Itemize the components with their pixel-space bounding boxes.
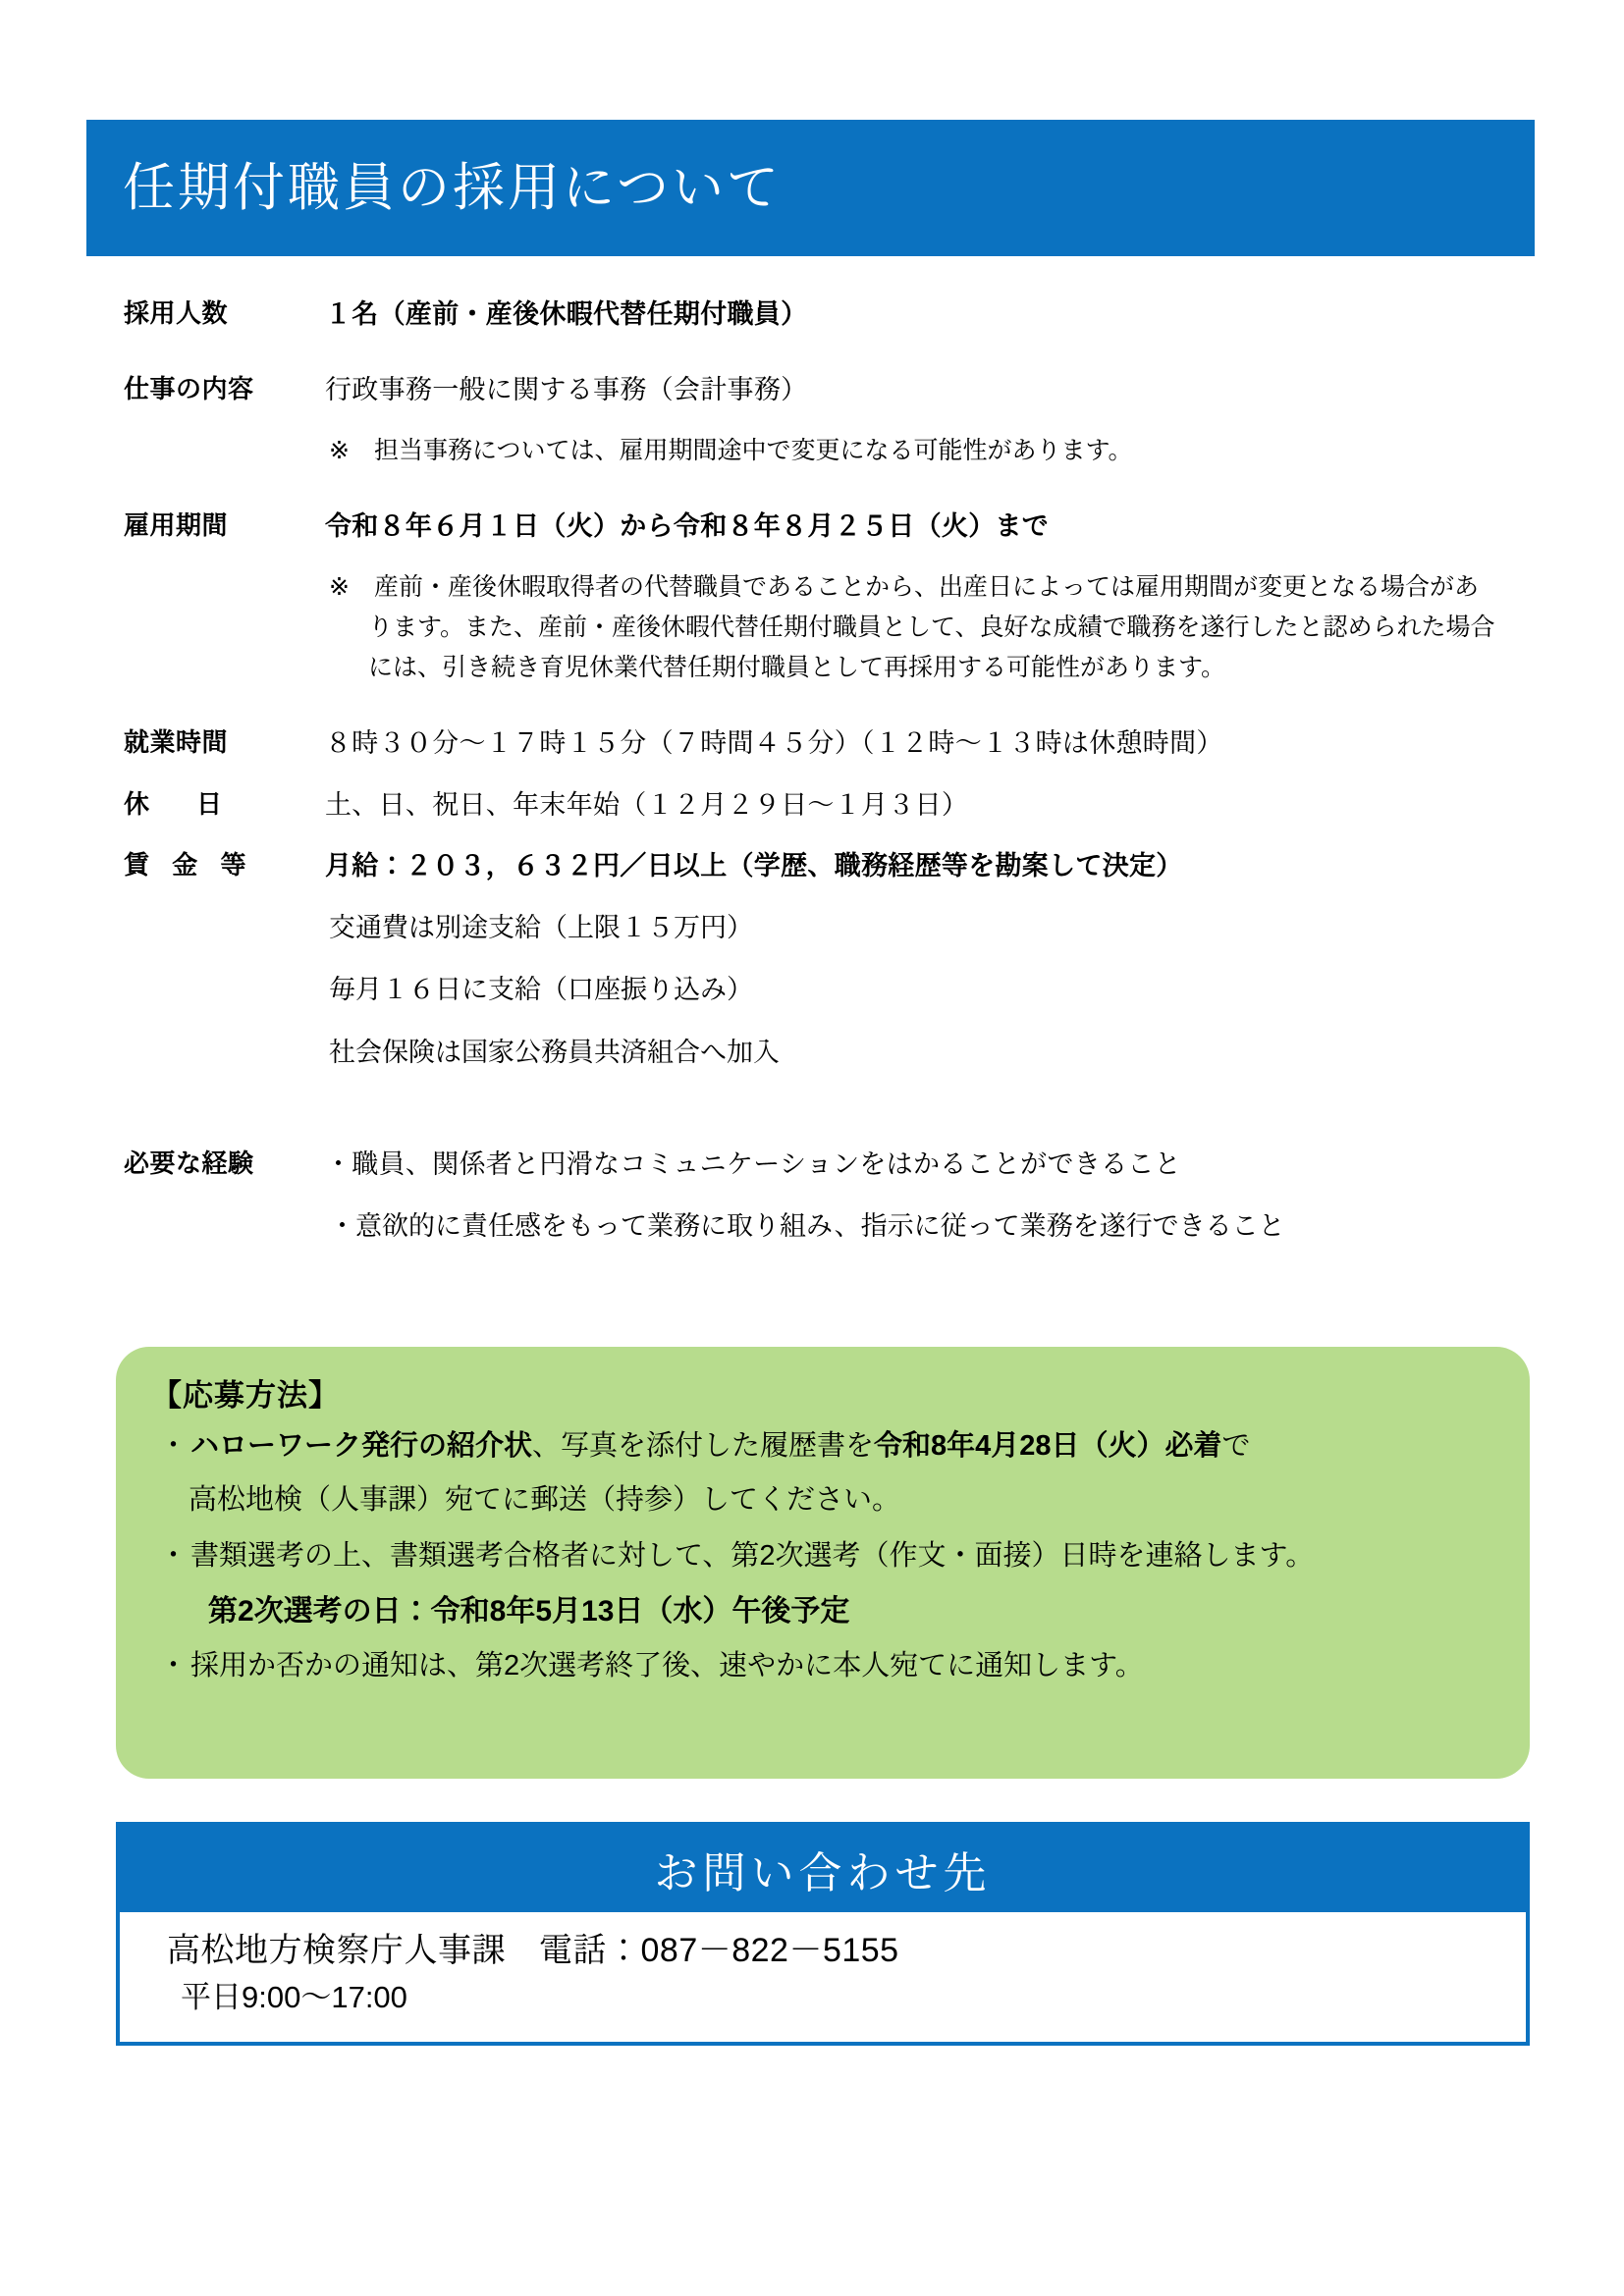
application-method-title: 【応募方法】 [151, 1378, 340, 1413]
spacer [0, 948, 1624, 970]
label-holidays-char2: 日 [196, 788, 223, 819]
application-item-1-seg1: ハローワーク発行の紹介状 [190, 1430, 533, 1462]
bullet-icon: ・ [159, 1540, 189, 1573]
application-item-1 [149, 1426, 1496, 1467]
application-item-2 [149, 1536, 1496, 1576]
contact-hours: 平日9:00〜17:00 [181, 1980, 407, 2014]
row-job-content [0, 370, 1624, 410]
contact-body [120, 1912, 1526, 2042]
note-job-content: ※ 担当事務については、雇用期間途中で変更になる可能性があります。 [329, 437, 1133, 464]
label-job-content: 仕事の内容 [124, 373, 254, 403]
application-method-box [116, 1347, 1530, 1779]
spacer [0, 1074, 1624, 1145]
spacer [0, 825, 1624, 846]
value-required-experience-1: ・職員、関係者と円滑なコミュニケーションをはかることができること [325, 1149, 1181, 1180]
contact-phone: 電話：087－822－5155 [539, 1932, 899, 1969]
spacer [0, 335, 1624, 370]
page-title: 任期付職員の採用について [123, 157, 782, 218]
application-item-2-text: 書類選考の上、書類選考合格者に対して、第2次選考（作文・面接）日時を連絡します。 [190, 1540, 1315, 1573]
contact-heading: お問い合わせ先 [654, 1848, 992, 1898]
contact-organization: 高松地方検察庁人事課 [167, 1932, 506, 1969]
application-item-1-seg4: で [1221, 1430, 1251, 1462]
label-wages: 賃 金 等 [124, 850, 254, 880]
body-content [0, 294, 1624, 1247]
row-working-hours [0, 723, 1624, 764]
label-working-hours: 就業時間 [124, 727, 229, 757]
row-wages [0, 846, 1624, 886]
row-required-experience [0, 1145, 1624, 1185]
label-holidays [124, 785, 325, 824]
application-item-3-text: 採用か否かの通知は、第2次選考終了後、速やかに本人宛てに通知します。 [190, 1650, 1144, 1682]
label-number-of-hires: 採用人数 [124, 298, 229, 328]
row-number-of-hires [0, 294, 1624, 335]
value-working-hours: ８時３０分〜１７時１５分（７時間４５分）（１２時〜１３時は休憩時間） [325, 728, 1223, 758]
contact-header [120, 1826, 1526, 1912]
contact-org-line [167, 1926, 1526, 1976]
value-holidays: 土、日、祝日、年末年始（１２月２９日〜１月３日） [325, 789, 969, 820]
row-holidays [0, 785, 1624, 826]
wages-detail-transport: 交通費は別途支給（上限１５万円） [329, 912, 753, 942]
contact-box [116, 1822, 1530, 2046]
page-title-band [86, 120, 1535, 256]
bullet-icon: ・ [159, 1430, 189, 1462]
value-number-of-hires: １名（産前・産後休暇代替任期付職員） [325, 299, 808, 329]
wages-detail-payday: 毎月１６日に支給（口座振り込み） [329, 975, 753, 1005]
application-item-1-continuation: 高松地検（人事課）宛てに郵送（持参）してください。 [189, 1484, 901, 1517]
application-item-3 [149, 1646, 1496, 1686]
row-employment-period [0, 507, 1624, 547]
application-item-1-seg2: 、写真を添付した履歴書を [532, 1430, 875, 1462]
spacer [0, 1011, 1624, 1033]
spacer [0, 471, 1624, 507]
bullet-icon: ・ [159, 1650, 189, 1682]
spacer [0, 409, 1624, 431]
label-required-experience: 必要な経験 [124, 1148, 254, 1179]
label-employment-period: 雇用期間 [124, 509, 229, 540]
value-wages: 月給：２０３，６３２円／日以上（学歴、職務経歴等を勘案して決定） [325, 851, 1183, 881]
label-holidays-char1: 休 [124, 788, 150, 819]
value-required-experience-2: ・意欲的に責任感をもって業務に取り組み、指示に従って業務を遂行できること [329, 1210, 1285, 1241]
wages-detail-insurance: 社会保険は国家公務員共済組合へ加入 [329, 1038, 780, 1068]
spacer [0, 1185, 1624, 1206]
spacer [0, 886, 1624, 908]
second-selection-date: 第2次選考の日：令和8年5月13日（水）午後予定 [208, 1594, 850, 1628]
spacer [0, 546, 1624, 567]
application-item-1-seg3: 令和8年4月28日（火）必着 [874, 1430, 1222, 1462]
value-job-content: 行政事務一般に関する事務（会計事務） [325, 374, 808, 404]
value-employment-period: 令和８年６月１日（火）から令和８年８月２５日（火）まで [325, 510, 1050, 541]
spacer [0, 764, 1624, 785]
spacer [0, 688, 1624, 723]
note-employment-period: ※ 産前・産後休暇取得者の代替職員であることから、出産日によっては雇用期間が変更となる場合があります。また、産前・産後休暇代替任期付職員として、良好な成績で職務を遂行したと認められた場合には、引き続き育児休業代替任期付職員として再採用する可能性があります。 [329, 573, 1495, 681]
